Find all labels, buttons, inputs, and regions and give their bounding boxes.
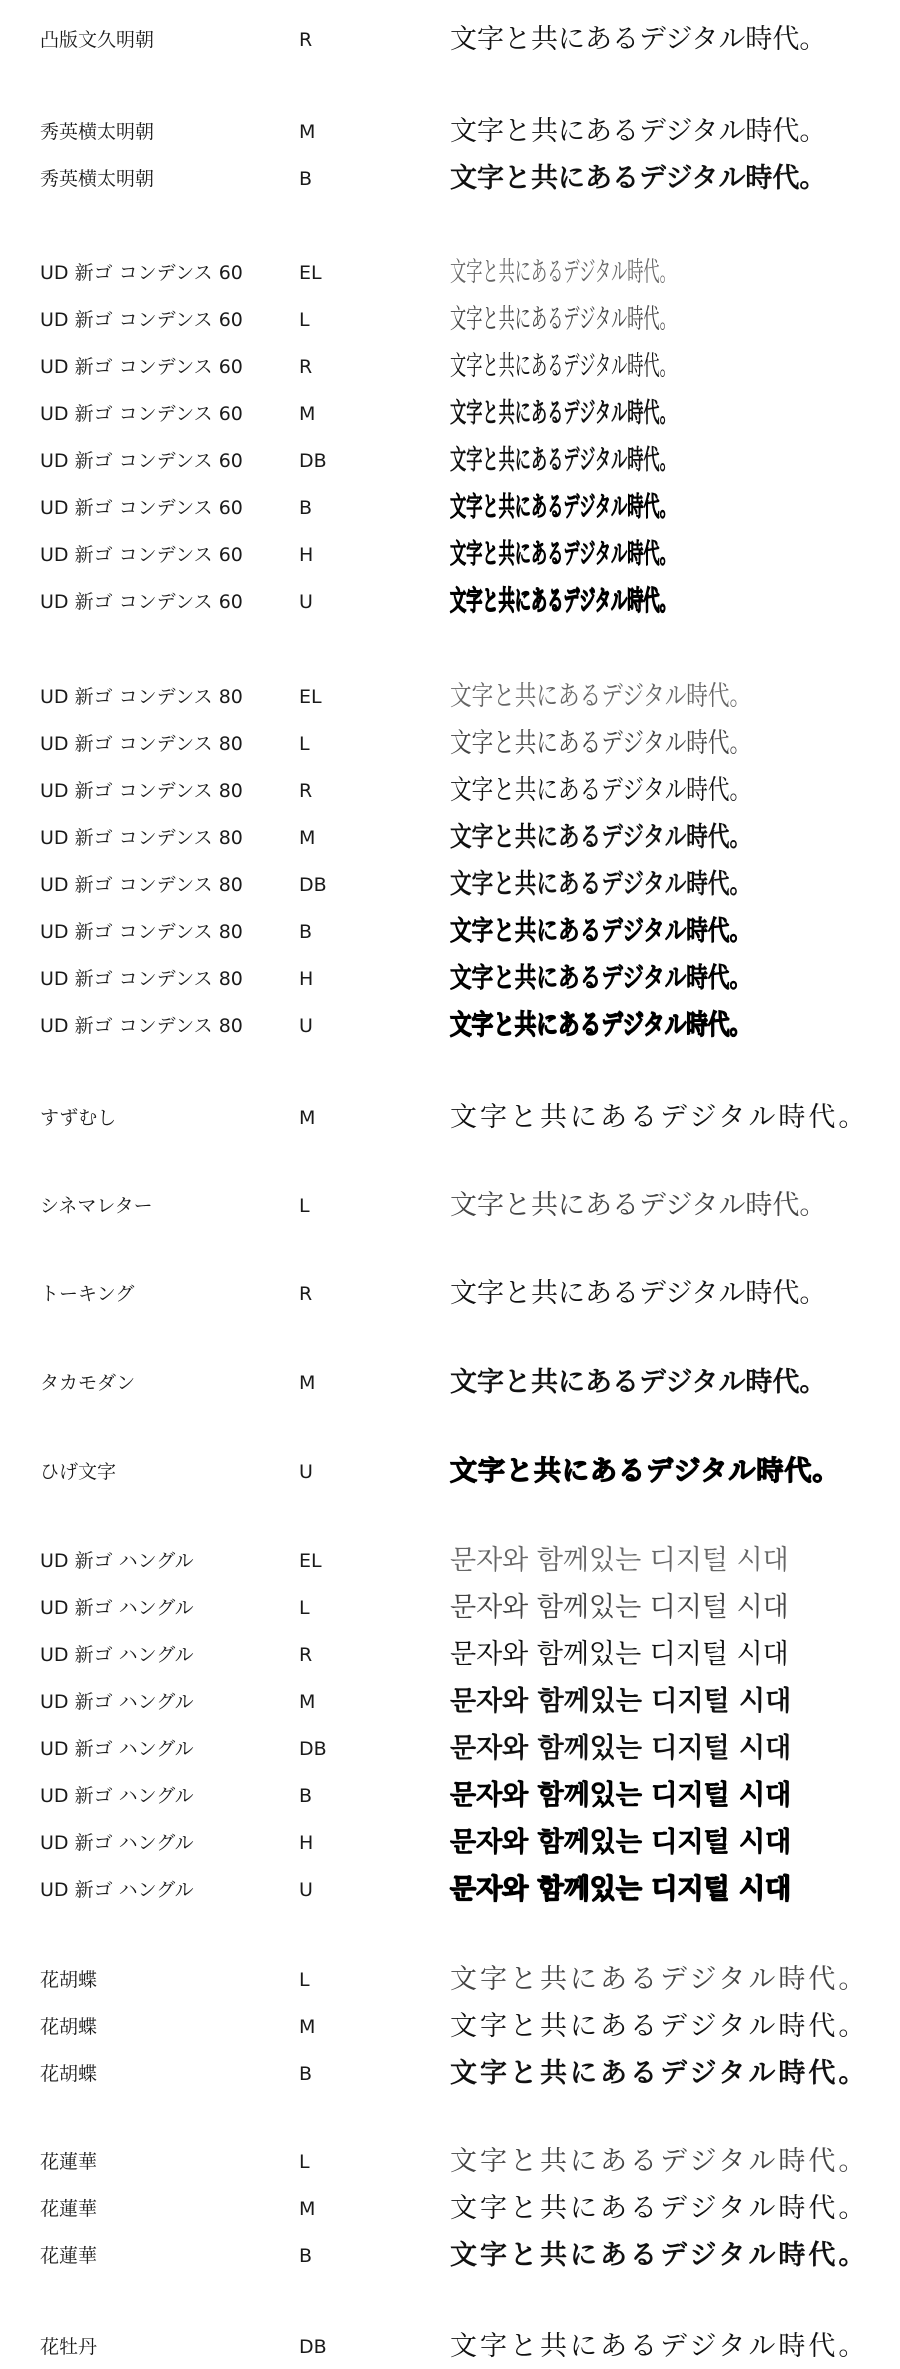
font-row	[0, 677, 900, 717]
font-name: UD 新ゴ コンデンス 60	[40, 450, 243, 472]
font-row	[0, 112, 900, 152]
font-sample	[450, 2189, 868, 2229]
font-sample-text: 문자와 함께있는 디지털 시대	[450, 1874, 792, 1905]
font-sample-text: 文字と共にあるデジタル時代。	[450, 2058, 869, 2089]
font-name: 秀英横太明朝	[40, 168, 155, 190]
font-weight: R	[299, 29, 313, 51]
font-weight: M	[299, 1372, 316, 1394]
font-sample-text: 文字と共にあるデジタル時代。	[450, 2011, 869, 2042]
font-sample	[450, 1870, 791, 1910]
font-sample	[450, 441, 826, 481]
font-weight: B	[299, 921, 313, 943]
font-sample	[450, 112, 826, 152]
font-sample	[450, 394, 826, 434]
font-row	[0, 1363, 900, 1403]
font-sample-text: 文字と共にあるデジタル時代。	[450, 539, 676, 570]
font-weight: L	[299, 2151, 310, 2173]
font-sample	[450, 1363, 826, 1403]
font-weight: DB	[299, 2336, 327, 2358]
font-name: UD 新ゴ コンデンス 80	[40, 827, 243, 849]
font-sample	[450, 159, 826, 199]
font-name: UD 新ゴ ハングル	[40, 1691, 194, 1713]
font-weight: R	[299, 1644, 313, 1666]
font-row	[0, 394, 900, 434]
font-sample-text: 文字と共にあるデジタル時代。	[450, 2146, 869, 2177]
font-sample-text: 文字と共にあるデジタル時代。	[450, 2240, 869, 2271]
font-sample	[450, 912, 826, 952]
font-weight: DB	[299, 450, 327, 472]
font-weight: R	[299, 356, 313, 378]
font-sample	[450, 535, 826, 575]
font-weight: M	[299, 403, 316, 425]
font-weight: DB	[299, 1738, 327, 1760]
font-name: ひげ文字	[40, 1461, 117, 1483]
font-sample-text: 文字と共にあるデジタル時代。	[450, 1010, 752, 1041]
font-sample	[450, 2327, 868, 2367]
font-name: タカモダン	[40, 1372, 136, 1394]
font-row	[0, 347, 900, 387]
font-row	[0, 724, 900, 764]
font-row	[0, 2189, 900, 2229]
font-row	[0, 1098, 900, 1138]
font-sample-text: 문자와 함께있는 디지털 시대	[450, 1733, 792, 1764]
font-name: 凸版文久明朝	[40, 29, 155, 51]
font-row	[0, 1776, 900, 1816]
font-name: 花蓮華	[40, 2198, 98, 2220]
font-row	[0, 2327, 900, 2367]
font-weight: U	[299, 1015, 313, 1037]
font-sample	[450, 865, 826, 905]
font-sample	[450, 2007, 868, 2047]
font-weight: U	[299, 1879, 313, 1901]
font-sample-text: 文字と共にあるデジタル時代。	[450, 1102, 869, 1133]
font-weight: L	[299, 309, 310, 331]
font-weight: L	[299, 1969, 310, 1991]
font-sample	[450, 1682, 791, 1722]
font-sample	[450, 488, 826, 528]
font-sample-text: 文字と共にあるデジタル時代。	[450, 351, 676, 382]
font-sample	[450, 1729, 791, 1769]
font-sample	[450, 677, 826, 717]
font-sample-text: 文字と共にあるデジタル時代。	[450, 869, 752, 900]
font-row	[0, 2054, 900, 2094]
font-weight: M	[299, 2016, 316, 2038]
font-sample-text: 文字と共にあるデジタル時代。	[450, 257, 676, 288]
font-row	[0, 300, 900, 340]
font-sample	[450, 1452, 840, 1492]
font-weight: U	[299, 1461, 313, 1483]
font-name: トーキング	[40, 1283, 135, 1305]
font-row	[0, 20, 900, 60]
font-sample-text: 文字と共にあるデジタル時代。	[450, 2331, 869, 2362]
font-weight: EL	[299, 686, 322, 708]
font-name: UD 新ゴ コンデンス 80	[40, 968, 243, 990]
font-sample-text: 文字と共にあるデジタル時代。	[450, 116, 827, 147]
font-row	[0, 865, 900, 905]
font-name: UD 新ゴ ハングル	[40, 1832, 194, 1854]
font-row	[0, 1274, 900, 1314]
font-name: 花胡蝶	[40, 2063, 98, 2085]
font-row	[0, 582, 900, 622]
font-row	[0, 959, 900, 999]
font-sample-text: 문자와 함께있는 디지털 시대	[450, 1592, 789, 1623]
font-row	[0, 1870, 900, 1910]
font-weight: B	[299, 2245, 313, 2267]
font-row	[0, 771, 900, 811]
font-name: UD 新ゴ コンデンス 80	[40, 686, 243, 708]
font-row	[0, 1452, 900, 1492]
font-sample	[450, 1635, 789, 1675]
font-sample	[450, 1960, 868, 2000]
font-weight: H	[299, 968, 314, 990]
font-row	[0, 1588, 900, 1628]
font-weight: R	[299, 780, 313, 802]
font-sample	[450, 724, 826, 764]
font-weight: EL	[299, 262, 322, 284]
font-sample-text: 문자와 함께있는 디지털 시대	[450, 1827, 792, 1858]
font-sample	[450, 300, 826, 340]
font-row	[0, 2142, 900, 2182]
font-row	[0, 1823, 900, 1863]
font-sample	[450, 1098, 868, 1138]
font-name: UD 新ゴ ハングル	[40, 1597, 194, 1619]
font-row	[0, 818, 900, 858]
font-row	[0, 2236, 900, 2276]
font-row	[0, 2007, 900, 2047]
font-name: UD 新ゴ コンデンス 80	[40, 733, 243, 755]
font-sample-text: 文字と共にあるデジタル時代。	[450, 681, 752, 712]
font-sample-text: 文字と共にあるデジタル時代。	[450, 822, 752, 853]
font-row	[0, 1729, 900, 1769]
font-name: UD 新ゴ コンデンス 60	[40, 309, 243, 331]
font-name: UD 新ゴ コンデンス 80	[40, 921, 243, 943]
font-row	[0, 1635, 900, 1675]
font-sample	[450, 1776, 791, 1816]
font-sample-text: 文字と共にあるデジタル時代。	[450, 163, 827, 194]
font-name: 花牡丹	[40, 2336, 98, 2358]
font-sample	[450, 1274, 826, 1314]
font-sample-text: 文字と共にあるデジタル時代。	[450, 398, 676, 429]
font-sample-text: 文字と共にあるデジタル時代。	[450, 728, 752, 759]
font-sample-text: 문자와 함께있는 디지털 시대	[450, 1639, 789, 1670]
font-sample-text: 文字と共にあるデジタル時代。	[450, 24, 827, 55]
font-row	[0, 1682, 900, 1722]
font-weight: B	[299, 1785, 313, 1807]
font-sample-text: 文字と共にあるデジタル時代。	[450, 1367, 827, 1398]
font-sample-text: 文字と共にあるデジタル時代。	[450, 445, 676, 476]
font-weight: R	[299, 1283, 313, 1305]
font-weight: B	[299, 497, 313, 519]
font-sample-text: 文字と共にあるデジタル時代。	[450, 1456, 841, 1487]
font-row	[0, 1541, 900, 1581]
font-sample	[450, 1588, 789, 1628]
font-name: 花胡蝶	[40, 1969, 98, 1991]
font-name: 花蓮華	[40, 2151, 98, 2173]
font-name: UD 新ゴ コンデンス 60	[40, 497, 243, 519]
font-weight: DB	[299, 874, 327, 896]
font-name: UD 新ゴ コンデンス 60	[40, 591, 243, 613]
font-name: シネマレター	[40, 1195, 153, 1217]
font-name: UD 新ゴ ハングル	[40, 1785, 194, 1807]
font-name: UD 新ゴ ハングル	[40, 1550, 194, 1572]
font-row	[0, 1186, 900, 1226]
font-weight: H	[299, 1832, 314, 1854]
font-sample-text: 문자와 함께있는 디지털 시대	[450, 1686, 792, 1717]
font-weight: M	[299, 827, 316, 849]
font-weight: M	[299, 1107, 316, 1129]
font-row	[0, 535, 900, 575]
font-name: すずむし	[40, 1107, 117, 1129]
font-sample	[450, 959, 826, 999]
font-name: 花胡蝶	[40, 2016, 98, 2038]
font-row	[0, 488, 900, 528]
font-weight: H	[299, 544, 314, 566]
font-weight: B	[299, 2063, 313, 2085]
font-sample-text: 文字と共にあるデジタル時代。	[450, 1964, 869, 1995]
font-sample	[450, 1823, 791, 1863]
font-name: UD 新ゴ コンデンス 80	[40, 1015, 243, 1037]
font-sample-text: 文字と共にあるデジタル時代。	[450, 492, 676, 523]
font-weight: L	[299, 733, 310, 755]
font-sample	[450, 771, 826, 811]
font-row	[0, 441, 900, 481]
font-weight: M	[299, 121, 316, 143]
font-name: 秀英横太明朝	[40, 121, 155, 143]
font-weight: B	[299, 168, 313, 190]
font-name: UD 新ゴ ハングル	[40, 1644, 194, 1666]
font-row	[0, 159, 900, 199]
font-name: UD 新ゴ コンデンス 60	[40, 544, 243, 566]
font-row	[0, 1960, 900, 2000]
font-sample	[450, 1186, 826, 1226]
font-sample	[450, 1541, 789, 1581]
font-sample-text: 文字と共にあるデジタル時代。	[450, 586, 676, 617]
font-sample	[450, 20, 826, 60]
font-row	[0, 1006, 900, 1046]
font-sample	[450, 2054, 868, 2094]
font-weight: L	[299, 1597, 310, 1619]
font-weight: M	[299, 1691, 316, 1713]
font-sample	[450, 347, 826, 387]
font-sample-text: 文字と共にあるデジタル時代。	[450, 304, 676, 335]
font-name: UD 新ゴ ハングル	[40, 1879, 194, 1901]
font-weight: EL	[299, 1550, 322, 1572]
font-row	[0, 912, 900, 952]
font-name: 花蓮華	[40, 2245, 98, 2267]
font-weight: L	[299, 1195, 310, 1217]
font-sample-text: 文字と共にあるデジタル時代。	[450, 775, 752, 806]
font-name: UD 新ゴ コンデンス 80	[40, 874, 243, 896]
font-sample	[450, 253, 826, 293]
font-name: UD 新ゴ コンデンス 60	[40, 262, 243, 284]
font-sample	[450, 2142, 868, 2182]
font-sample-text: 文字と共にあるデジタル時代。	[450, 1278, 827, 1309]
font-sample	[450, 818, 826, 858]
font-sample	[450, 1006, 826, 1046]
font-sample-text: 文字と共にあるデジタル時代。	[450, 916, 752, 947]
font-weight: U	[299, 591, 313, 613]
font-sample	[450, 2236, 868, 2276]
font-sample-text: 문자와 함께있는 디지털 시대	[450, 1545, 789, 1576]
font-sample-text: 文字と共にあるデジタル時代。	[450, 963, 752, 994]
font-name: UD 新ゴ コンデンス 80	[40, 780, 243, 802]
font-sample-text: 문자와 함께있는 디지털 시대	[450, 1780, 792, 1811]
font-sample-text: 文字と共にあるデジタル時代。	[450, 2193, 869, 2224]
font-weight: M	[299, 2198, 316, 2220]
font-name: UD 新ゴ コンデンス 60	[40, 356, 243, 378]
font-name: UD 新ゴ コンデンス 60	[40, 403, 243, 425]
font-name: UD 新ゴ ハングル	[40, 1738, 194, 1760]
font-sample	[450, 582, 826, 622]
font-row	[0, 253, 900, 293]
font-sample-text: 文字と共にあるデジタル時代。	[450, 1190, 827, 1221]
